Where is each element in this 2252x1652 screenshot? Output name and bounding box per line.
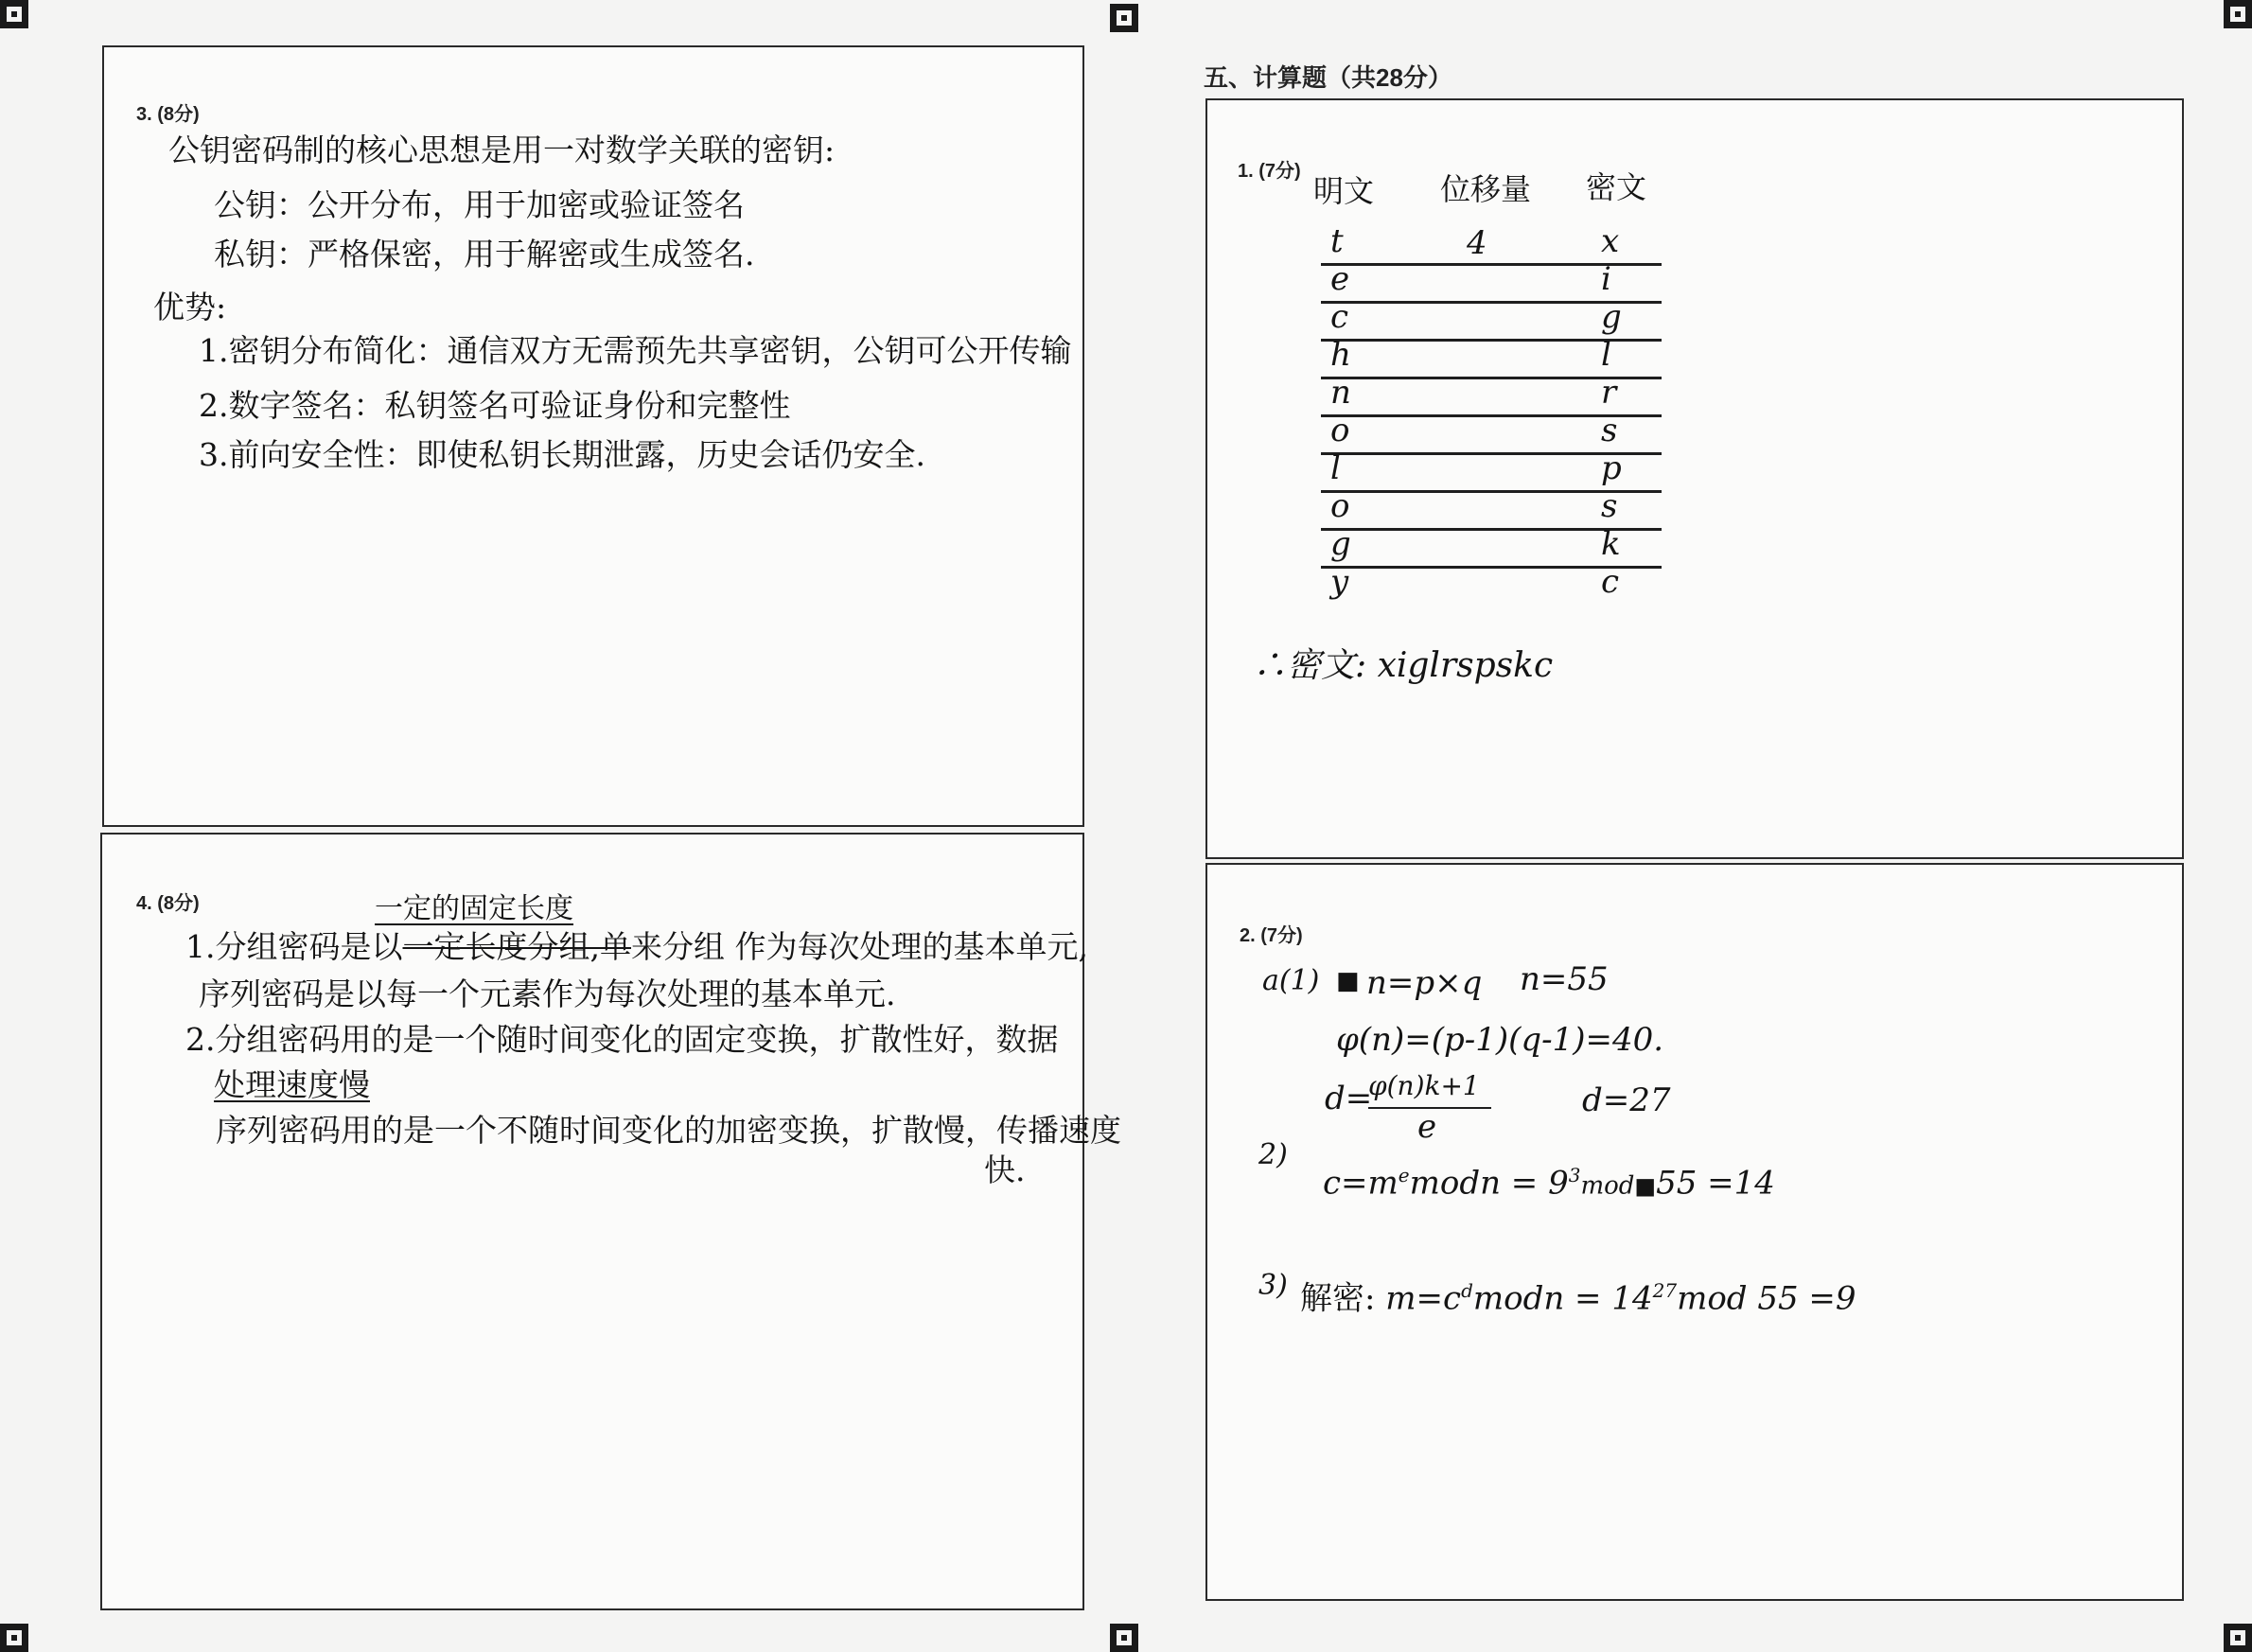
q4-line-1 xyxy=(185,928,1088,965)
cipher-ciphertext-char: r xyxy=(1601,374,1617,412)
calc2-part3-label: 解密: xyxy=(1300,1279,1376,1318)
q4-line-6: 快. xyxy=(984,1151,1026,1188)
corner-marker-top-right xyxy=(2224,0,2252,28)
q3-line-6: 2.数字签名：私钥签名可验证身份和完整性 xyxy=(199,387,791,424)
calc2-part2-mark: 2) xyxy=(1258,1138,1288,1171)
calc2-part3-eq xyxy=(1300,1279,1856,1318)
cipher-ciphertext-char: s xyxy=(1601,412,1618,449)
cipher-ciphertext-char: s xyxy=(1601,487,1618,525)
corner-marker-bottom-left xyxy=(0,1624,28,1652)
calc2-d-lhs: d= xyxy=(1325,1080,1373,1117)
cipher-ciphertext-char: x xyxy=(1601,222,1620,260)
calc1-answer: ∴密文: xiglrspskc xyxy=(1253,646,1554,685)
calc2-phi: φ(n)=(p-1)(q-1)=40. xyxy=(1336,1021,1664,1059)
q4-line-1-struck: 一定长度分组, xyxy=(402,928,600,965)
calc2-part2-tail: 55 =14 xyxy=(1656,1164,1775,1203)
corner-marker-top-left xyxy=(0,0,28,28)
section-title: 五、计算题（共28分） xyxy=(1204,63,1452,92)
calc2-part1-scratch: ■ xyxy=(1336,967,1360,995)
cipher-plaintext-char: c xyxy=(1330,298,1349,336)
question-label-calc1: 1. (7分) xyxy=(1238,161,1301,182)
cipher-ciphertext-char: k xyxy=(1601,525,1621,563)
q3-line-4: 优势: xyxy=(153,289,227,325)
cipher-plaintext-char: o xyxy=(1330,487,1350,525)
calc2-part2-exp-e: e xyxy=(1398,1164,1410,1186)
cipher-ciphertext-char: p xyxy=(1601,449,1622,487)
question-label-calc2: 2. (7分) xyxy=(1240,925,1303,946)
q3-line-2: 公钥：公开分布，用于加密或验证签名 xyxy=(214,186,745,223)
calc2-part3-exp-27: 27 xyxy=(1652,1279,1678,1302)
cipher-plaintext-char: e xyxy=(1330,260,1350,298)
calc2-part3-m: m=c xyxy=(1385,1279,1462,1318)
answer-box-calc1 xyxy=(1205,98,2184,859)
calc2-part1-mark: a(1) xyxy=(1262,964,1320,997)
calc2-d-result: d=27 xyxy=(1582,1081,1671,1119)
q4-insert-note: 一定的固定长度 xyxy=(375,892,573,925)
cipher-table-header-ciphertext: 密文 xyxy=(1586,169,1647,205)
question-label-q4: 4. (8分) xyxy=(136,893,200,914)
q3-line-3: 私钥：严格保密，用于解密或生成签名. xyxy=(214,236,755,272)
calc2-part2-scratch: ■ xyxy=(1634,1172,1657,1200)
cipher-ciphertext-char: l xyxy=(1601,336,1611,374)
cipher-plaintext-char: y xyxy=(1330,563,1349,601)
cipher-table-header-plaintext: 明文 xyxy=(1313,173,1375,209)
cipher-ciphertext-char: i xyxy=(1601,260,1611,298)
calc2-part2-eq xyxy=(1323,1164,1775,1203)
q4-line-1-struck-mark: 单 xyxy=(600,928,631,965)
q4-line-5: 序列密码用的是一个不随时间变化的加密变换，扩散慢，传播速度 xyxy=(216,1112,1121,1149)
calc2-part1-eq: n=p×q xyxy=(1366,964,1483,1002)
calc2-part3-exp-d: d xyxy=(1461,1279,1473,1302)
q4-line-1-suffix: 来分组 作为每次处理的基本单元, xyxy=(631,928,1088,965)
q3-line-7: 3.前向安全性：即使私钥长期泄露，历史会话仍安全. xyxy=(199,436,925,473)
calc2-part2-mid: modn = 9 xyxy=(1409,1164,1569,1203)
cipher-table-header-shift: 位移量 xyxy=(1440,171,1532,207)
question-label-q3: 3. (8分) xyxy=(136,104,200,125)
calc2-part2-mod: mod xyxy=(1580,1171,1635,1201)
calc2-d-denominator: e xyxy=(1417,1108,1437,1146)
calc2-part3-tail: mod 55 =9 xyxy=(1677,1279,1856,1318)
cipher-ciphertext-char: g xyxy=(1601,298,1622,336)
q4-line-2: 序列密码是以每一个元素作为每次处理的基本单元. xyxy=(199,975,896,1012)
calc2-part3-mid: modn = 14 xyxy=(1472,1279,1653,1318)
cipher-plaintext-char: l xyxy=(1330,449,1341,487)
calc2-d-numerator: φ(n)k+1 xyxy=(1368,1070,1480,1101)
calc2-part2-c: c=m xyxy=(1323,1164,1399,1203)
cipher-plaintext-char: h xyxy=(1330,336,1351,374)
q4-line-1-prefix: 1.分组密码是以 xyxy=(185,928,403,965)
cipher-plaintext-char: g xyxy=(1330,525,1351,563)
corner-marker-bottom-right xyxy=(2224,1624,2252,1652)
calc2-part1-result: n=55 xyxy=(1520,960,1609,998)
cipher-table-shift-value: 4 xyxy=(1467,224,1487,262)
q3-line-1: 公钥密码制的核心思想是用一对数学关联的密钥: xyxy=(168,132,836,168)
cipher-ciphertext-char: c xyxy=(1601,563,1620,601)
corner-marker-top-center xyxy=(1110,4,1138,32)
corner-marker-bottom-center xyxy=(1110,1624,1138,1652)
cipher-plaintext-char: o xyxy=(1330,412,1350,449)
q4-line-3: 2.分组密码用的是一个随时间变化的固定变换，扩散性好，数据 xyxy=(185,1021,1059,1058)
calc2-part2-exp-3: 3 xyxy=(1568,1164,1581,1186)
q4-line-4: 处理速度慢 xyxy=(214,1066,370,1103)
calc2-part3-mark: 3) xyxy=(1258,1269,1288,1302)
q3-line-5: 1.密钥分布简化：通信双方无需预先共享密钥，公钥可公开传输 xyxy=(199,332,1072,369)
cipher-plaintext-char: n xyxy=(1330,374,1351,412)
cipher-plaintext-char: t xyxy=(1330,222,1344,260)
